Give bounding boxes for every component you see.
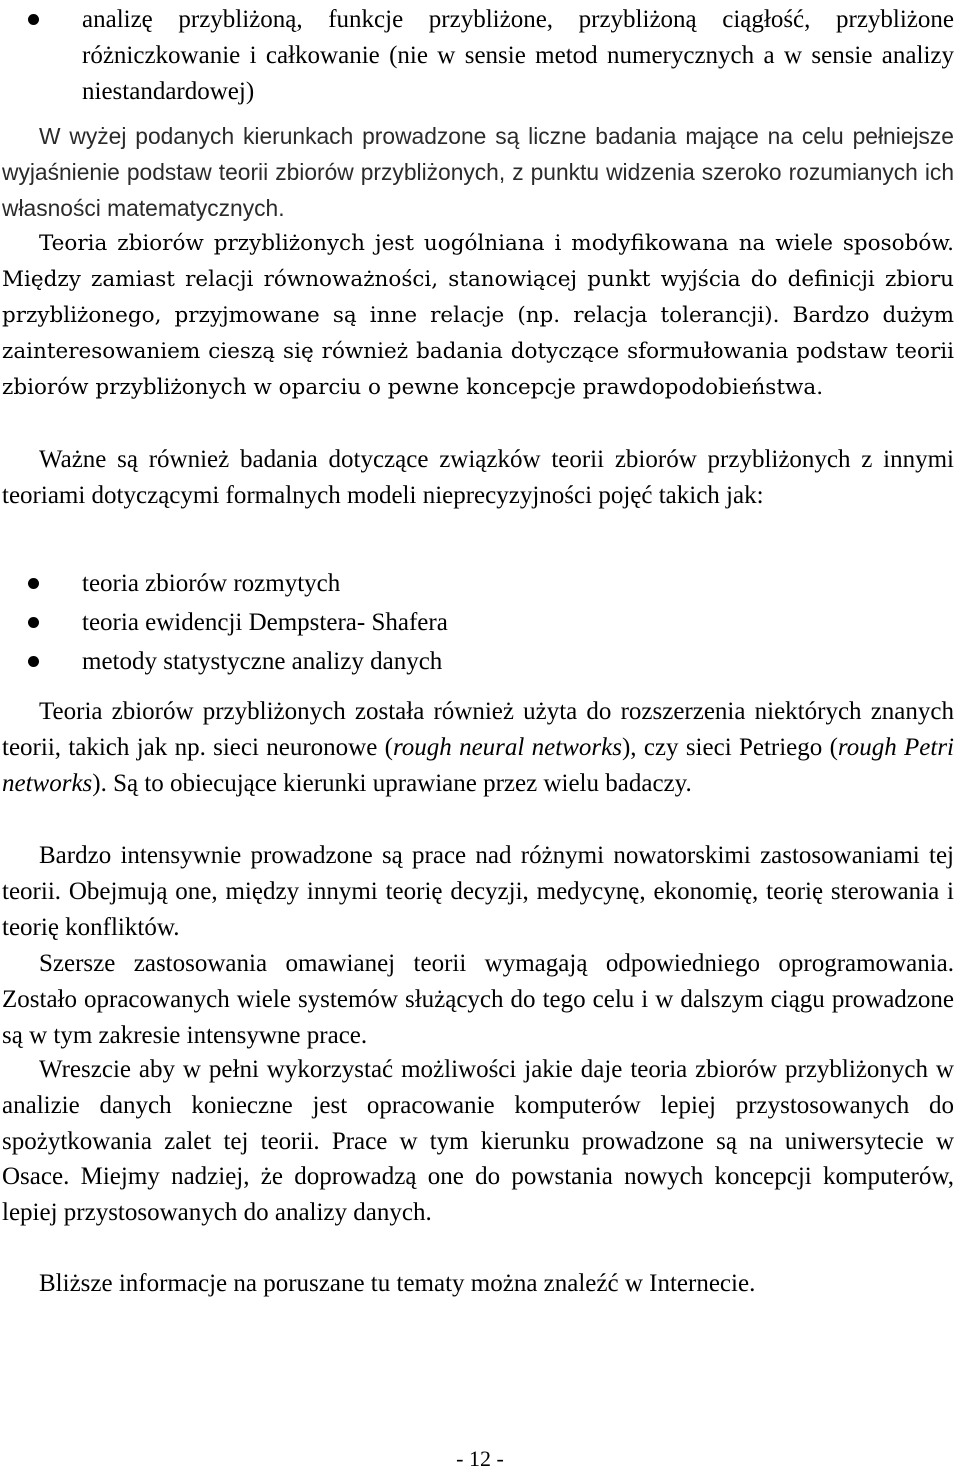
- bullet-icon: [28, 14, 39, 25]
- paragraph-software: Szersze zastosowania omawianej teorii wymagają odpowiedniego oprogramowania. Zostało opracowanych wiele systemów służących do tego celu i w dalszym ciągu prowadzone są w tym zakresie intensywne prace.: [2, 950, 954, 1049]
- paragraph-extensions: [2, 694, 954, 801]
- paragraph-conclusion: Wreszcie aby w pełni wykorzystać możliwości jakie daje teoria zbiorów przybliżonych w analizie danych konieczne jest opracowanie komputerów lepiej przystosowanych do spożytkowania zalet tej teorii. Prace w tym kierunku prowadzone są na uniwersytecie w Osace. Miejmy nadziej, że doprowadzą one do powstania nowych koncepcji komputerów, lepiej przystosowanych do analizy danych.: [2, 1056, 954, 1227]
- bullet-icon: [28, 617, 39, 628]
- bullet-icon: [28, 656, 39, 667]
- paragraph-generalizations-middle: Między zamiast relacji równoważności, stanowiącej punkt wyjścia do definicji zbioru przybliżonego, przyjmowane są inne relacje (np. relacja tolerancji).: [2, 267, 954, 328]
- paragraph-more-info: Bliższe informacje na poruszane tu tematy można znaleźć w Internecie.: [39, 1270, 756, 1297]
- list-item-text: metody statystyczne analizy danych: [82, 648, 443, 675]
- paragraph-extensions-text-3: ). Są to obiecujące kierunki uprawiane przez wielu badaczy.: [92, 769, 692, 797]
- paragraph-generalizations: [2, 226, 954, 406]
- page-number: - 12 -: [456, 1446, 504, 1471]
- paragraph-generalizations-lead: Teoria zbiorów przybliżonych jest uogólniana i modyfikowana na wiele sposobów.: [39, 231, 954, 256]
- list-item-text: analizę przybliżoną, funkcje przybliżone, przybliżoną ciągłość, przybliżone różniczkowanie i całkowanie (nie w sensie metod numerycznych a w sensie analizy niestandardowej): [82, 6, 954, 105]
- paragraph-related-theories: Ważne są również badania dotyczące związków teorii zbiorów przybliżonych z innymi teoriami dotyczącymi formalnych modeli nieprecyzyjności pojęć takich jak:: [2, 446, 954, 509]
- bullet-icon: [28, 578, 39, 589]
- paragraph-applications: Bardzo intensywnie prowadzone są prace nad różnymi nowatorskimi zastosowaniami tej teorii. Obejmują one, między innymi teorię decyzji, medycynę, ekonomię, teorię sterowania i teorię konfliktów.: [2, 842, 954, 941]
- paragraph-generalizations-tail: Bardzo dużym zainteresowaniem cieszą się również badania dotyczące sformułowania podstaw teorii zbiorów przybliżonych w oparciu o pewne koncepcje prawdopodobieństwa.: [2, 303, 954, 400]
- term-rough-petri-networks: rough Petri networks: [2, 733, 955, 797]
- paragraph-extensions-text-1: Teoria zbiorów przybliżonych została również użyta do rozszerzenia niektórych znanych teorii, takich jak np. sieci neuronowe (: [2, 698, 954, 761]
- list-item-text: teoria zbiorów rozmytych: [82, 570, 341, 597]
- term-rough-neural-networks: rough neural networks: [392, 733, 622, 761]
- list-item-text: teoria ewidencji Dempstera- Shafera: [82, 609, 448, 636]
- paragraph-research: W wyżej podanych kierunkach prowadzone są liczne badania mające na celu pełniejsze wyjaśnienie podstaw teorii zbiorów przybliżonych, z punktu widzenia szeroko rozumianych ich własności matematycznych.: [2, 123, 954, 221]
- paragraph-extensions-text-2: ), czy sieci Petriego (: [621, 733, 838, 761]
